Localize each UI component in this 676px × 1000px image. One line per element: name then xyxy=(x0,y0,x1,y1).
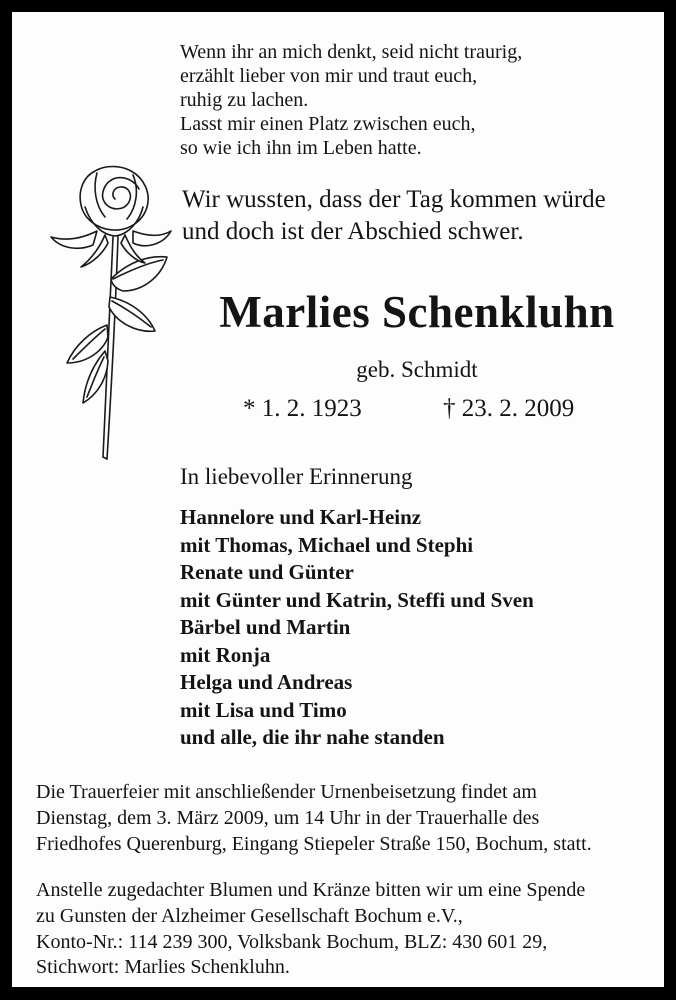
donation-line: zu Gunsten der Alzheimer Gesellschaft Bochum e.V., xyxy=(36,904,463,927)
mourner-line: und alle, die ihr nahe standen xyxy=(180,725,445,749)
funeral-details xyxy=(36,780,592,857)
mourner-line: Helga und Andreas xyxy=(180,670,353,694)
life-dates xyxy=(180,395,654,427)
notice-sheet xyxy=(12,12,664,987)
poem-line: ruhig zu lachen. xyxy=(180,89,309,111)
funeral-line: Friedhofes Querenburg, Eingang Stiepeler Straße 150, Bochum, statt. xyxy=(36,832,592,855)
mourner-line: Hannelore und Karl-Heinz xyxy=(180,505,422,529)
intro-line: und doch ist der Abschied schwer. xyxy=(182,218,524,245)
poem-line: so wie ich ihn im Leben hatte. xyxy=(180,137,422,159)
poem-line: erzählt lieber von mir und traut euch, xyxy=(180,65,478,87)
mourners-list xyxy=(180,504,534,752)
funeral-line: Die Trauerfeier mit anschließender Urnenbeisetzung findet am xyxy=(36,781,537,803)
donation-line: Stichwort: Marlies Schenkluhn. xyxy=(36,956,290,979)
poem-line: Lasst mir einen Platz zwischen euch, xyxy=(180,113,476,135)
deceased-name: Marlies Schenkluhn xyxy=(219,287,615,337)
mourner-line: Bärbel und Martin xyxy=(180,615,351,639)
mourner-line: mit Ronja xyxy=(180,642,271,667)
intro-statement xyxy=(182,184,606,248)
mourner-line: mit Günter und Katrin, Steffi und Sven xyxy=(180,587,534,612)
donation-line: Anstelle zugedachter Blumen und Kränze bitten wir um eine Spende xyxy=(36,879,586,901)
mourner-line: Renate und Günter xyxy=(180,560,354,584)
mourner-line: mit Lisa und Timo xyxy=(180,697,347,722)
poem-line: Wenn ihr an mich denkt, seid nicht traurig, xyxy=(180,41,523,63)
remembrance-heading: In liebevoller Erinnerung xyxy=(180,464,413,489)
maiden-name: geb. Schmidt xyxy=(356,357,478,382)
death-date: † 23. 2. 2009 xyxy=(443,395,575,422)
intro-line: Wir wussten, dass der Tag kommen würde xyxy=(182,186,606,213)
funeral-line: Dienstag, dem 3. März 2009, um 14 Uhr in der Trauerhalle des xyxy=(36,806,540,829)
rose-illustration xyxy=(45,155,175,467)
mourner-line: mit Thomas, Michael und Stephi xyxy=(180,532,474,557)
poem-verse xyxy=(180,40,522,160)
donation-details xyxy=(36,878,585,981)
donation-line: Konto-Nr.: 114 239 300, Volksbank Bochum, BLZ: 430 601 29, xyxy=(36,930,548,953)
birth-date: * 1. 2. 1923 xyxy=(243,395,362,422)
